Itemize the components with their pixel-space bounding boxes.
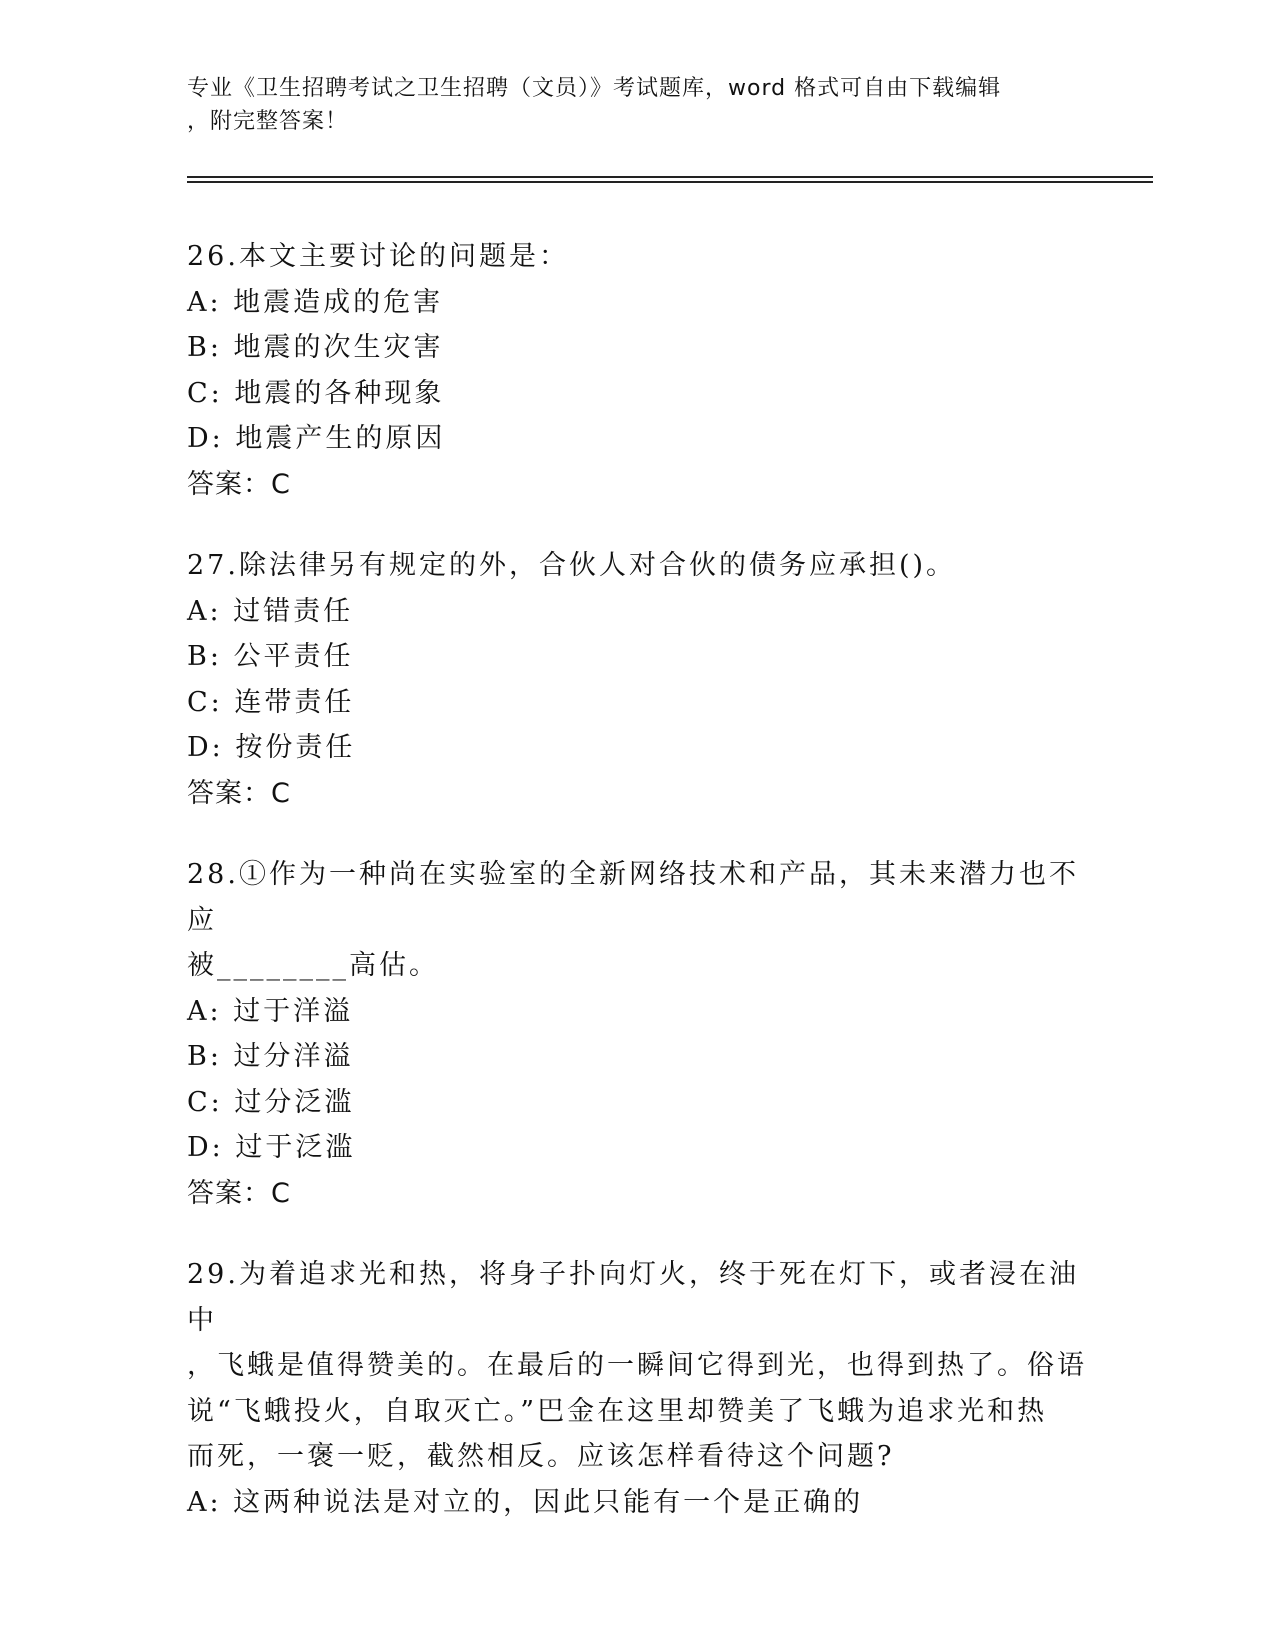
document-header [187, 72, 1087, 138]
option-b: B: 公平责任 [187, 641, 354, 672]
header-line-2: ，附完整答案！ [187, 109, 349, 134]
option-c: C: 过分泛滥 [187, 1086, 355, 1118]
question-stem-line-3: 说“飞蛾投火，自取灭亡。”巴金在这里却赞美了飞蛾为追求光和热 [187, 1395, 1048, 1427]
option-a: A: 过错责任 [187, 595, 354, 627]
option-a: A: 这两种说法是对立的，因此只能有一个是正确的 [187, 1486, 864, 1518]
option-c: C: 连带责任 [187, 686, 355, 718]
question-26 [187, 234, 1087, 507]
option-c: C: 地震的各种现象 [187, 377, 445, 409]
question-29 [187, 1252, 1087, 1525]
option-d: D: 过于泛滥 [187, 1132, 356, 1163]
option-d: D: 按份责任 [187, 732, 356, 763]
option-d: D: 地震产生的原因 [187, 423, 446, 454]
question-27 [187, 543, 1087, 816]
question-stem: 26.本文主要讨论的问题是： [187, 241, 569, 272]
question-list [187, 234, 1087, 1561]
option-a: A: 过于洋溢 [187, 995, 354, 1027]
question-stem-line-4: 而死，一褒一贬，截然相反。应该怎样看待这个问题? [187, 1441, 895, 1472]
question-stem-line-2: 被________高估。 [187, 950, 439, 981]
answer: 答案：C [187, 1177, 291, 1209]
answer: 答案：C [187, 468, 291, 500]
answer: 答案：C [187, 777, 291, 809]
question-stem-line-1: 28.①作为一种尚在实验室的全新网络技术和产品，其未来潜力也不应 [187, 859, 1079, 936]
question-stem: 27.除法律另有规定的外，合伙人对合伙的债务应承担()。 [187, 550, 957, 581]
question-stem-line-1: 29.为着追求光和热，将身子扑向灯火，终于死在灯下，或者浸在油中 [187, 1259, 1079, 1336]
header-line-1: 专业《卫生招聘考试之卫生招聘（文员）》考试题库，word 格式可自由下载编辑 [187, 76, 1002, 101]
option-b: B: 过分洋溢 [187, 1041, 354, 1072]
option-a: A: 地震造成的危害 [187, 286, 444, 318]
question-28 [187, 852, 1087, 1216]
header-divider-bottom [187, 181, 1153, 183]
header-divider-top [187, 176, 1153, 178]
question-stem-line-2: ，飞蛾是值得赞美的。在最后的一瞬间它得到光，也得到热了。俗语 [187, 1350, 1087, 1381]
option-b: B: 地震的次生灾害 [187, 332, 444, 363]
